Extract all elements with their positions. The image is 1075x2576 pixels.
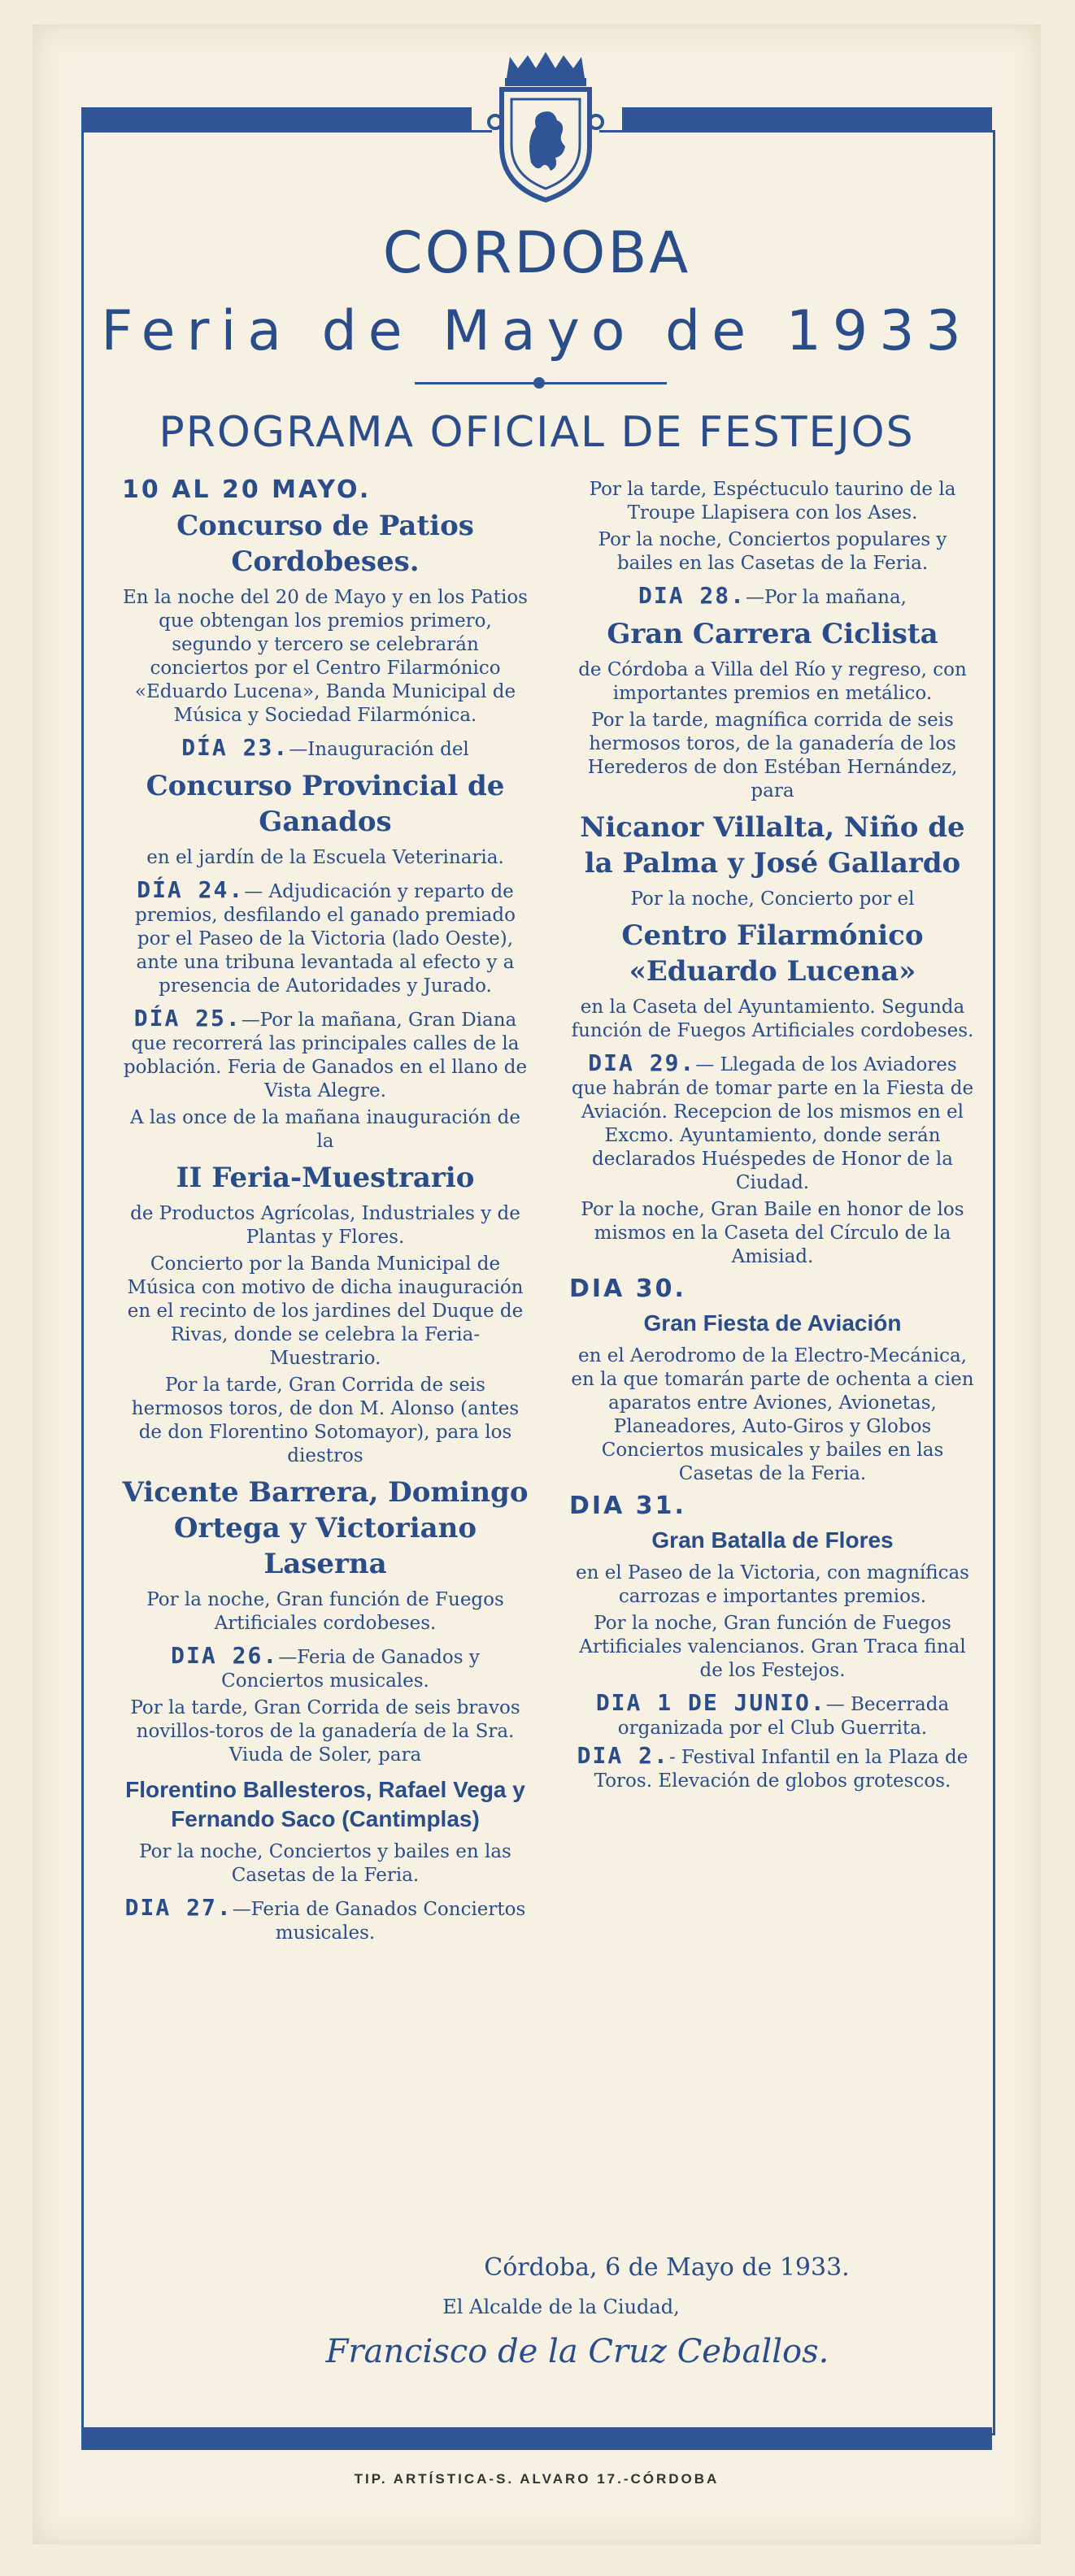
programa-title: PROGRAMA OFICIAL DE FESTEJOS	[159, 408, 915, 457]
mayor-signature: Francisco de la Cruz Ceballos.	[325, 2333, 829, 2370]
day-heading: DIA 26.	[171, 1642, 279, 1669]
top-border-bar-left	[81, 107, 472, 132]
event-text: Por la noche, Conciertos populares y bailes en las Casetas de la Feria.	[598, 529, 947, 574]
event-title: Concurso de Patios Cordobeses.	[176, 510, 474, 578]
event-text: —Inauguración del	[289, 739, 469, 760]
day-heading: DIA 2.	[577, 1742, 669, 1769]
ornamental-rule	[415, 382, 667, 384]
event-text: Por la tarde, Espéctuculo taurino de la Troupe Llapisera con los Ases.	[589, 479, 956, 523]
event-text: Por la noche, Conciertos y bailes en las Casetas de la Feria.	[139, 1841, 511, 1886]
day-entry	[122, 878, 529, 998]
event-text: A las once de la mañana inauguración de la	[130, 1107, 520, 1152]
day-heading: DÍA 25.	[133, 1005, 242, 1032]
right-column	[569, 478, 976, 1801]
day-entry	[569, 1051, 976, 1195]
event-text: En la noche del 20 de Mayo y en los Patios que obtengan los premios primero, segundo y tercero se celebrarán conciertos por el Centro Filarmónico «Eduardo Lucena», Banda Municipal de Música y Sociedad Filarmónica.	[123, 587, 528, 726]
event-text: Concierto por la Banda Municipal de Música con motivo de dicha inauguración en el recinto de los jardines del Duque de Rivas, donde se celebra la Feria-Muestrario.	[127, 1253, 524, 1369]
day-entry	[122, 1006, 529, 1103]
day-heading: DIA 30.	[569, 1275, 686, 1303]
event-text: —Feria de Ganados Conciertos musicales.	[232, 1899, 526, 1944]
event-title: II Feria-Muestrario	[176, 1162, 475, 1194]
event-text: Por la tarde, Gran Corrida de seis bravos novillos-toros de la ganadería de la Sra. Viuda de Soler, para	[130, 1697, 520, 1766]
day-heading: DIA 28.	[638, 582, 746, 609]
event-text: —Por la mañana, Gran Diana que recorrerá las principales calles de la población. Feria de Ganados en el llano de Vista Alegre.	[123, 1010, 528, 1101]
day-entry	[122, 736, 529, 762]
feria-title: Feria de Mayo de 1933	[101, 299, 973, 363]
day-entry	[569, 584, 976, 610]
city-title: CORDOBA	[382, 219, 691, 286]
day-entry	[122, 1644, 529, 1693]
event-text: — Llegada de los Aviadores que habrán de tomar parte en la Fiesta de Aviación. Recepcion de los mismos en el Excmo. Ayuntamiento, donde serán declarados Huéspedes de Honor de la Ciudad.	[571, 1054, 974, 1193]
day-heading: DÍA 24.	[137, 876, 245, 903]
day-heading: DIA 29.	[588, 1049, 696, 1076]
event-title: Centro Filarmónico «Eduardo Lucena»	[621, 919, 924, 988]
event-text: Por la noche, Gran Baile en honor de los mismos en la Caseta del Círculo de la Amisiad.	[581, 1199, 964, 1267]
event-title: Nicanor Villalta, Niño de la Palma y José Gallardo	[580, 811, 965, 880]
event-text: Por la noche, Gran función de Fuegos Artificiales valencianos. Gran Traca final de los Festejos.	[579, 1613, 966, 1681]
printer-imprint: TIP. ARTÍSTICA-S. ALVARO 17.-CÓRDOBA	[354, 2471, 720, 2487]
event-text: — Adjudicación y reparto de premios, desfilando el ganado premiado por el Paseo de la Victoria (lado Oeste), ante una tribuna levantada al efecto y a presencia de Autoridades y Jurado.	[135, 881, 516, 997]
event-title: Florentino Ballesteros, Rafael Vega y Fernando Saco (Cantimplas)	[125, 1777, 525, 1831]
event-title: Gran Batalla de Flores	[651, 1527, 894, 1553]
event-title: Gran Carrera Ciclista	[607, 618, 938, 650]
top-border-bar-right	[622, 107, 992, 132]
event-text: de Córdoba a Villa del Río y regreso, con importantes premios en metálico.	[578, 659, 967, 704]
day-heading: 10 AL 20 MAYO.	[122, 476, 372, 504]
event-text: —Por la mañana,	[746, 587, 907, 608]
event-text: Por la noche, Concierto por el	[630, 888, 915, 910]
event-text: en el Aerodromo de la Electro-Mecánica, en la que tomarán parte de ochenta a cien aparatos entre Aviones, Avionetas, Planeadores, Auto-Giros y Globos Conciertos musicales y bailes en las Casetas de la Feria.	[571, 1345, 974, 1484]
event-title: Concurso Provincial de Ganados	[146, 770, 505, 838]
event-title: Vicente Barrera, Domingo Ortega y Victoriano Laserna	[122, 1476, 529, 1580]
event-text: en el Paseo de la Victoria, con magníficas carrozas e importantes premios.	[576, 1562, 969, 1607]
event-text: Por la noche, Gran función de Fuegos Artificiales cordobeses.	[146, 1589, 504, 1634]
day-heading: DIA 1 DE JUNIO.	[595, 1689, 826, 1716]
event-title: Gran Fiesta de Aviación	[643, 1310, 902, 1336]
event-text: Por la tarde, magnífica corrida de seis hermosos toros, de la ganadería de los Herederos de don Estéban Hernández, para	[587, 710, 958, 801]
event-text: de Productos Agrícolas, Industriales y de Plantas y Flores.	[130, 1203, 520, 1248]
day-entry	[122, 1896, 529, 1945]
day-heading: DIA 31.	[569, 1492, 686, 1520]
event-text: en la Caseta del Ayuntamiento. Segunda función de Fuegos Artificiales cordobeses.	[571, 997, 974, 1041]
event-text: —Feria de Ganados y Conciertos musicales.	[221, 1647, 480, 1692]
left-column	[122, 478, 529, 1953]
coat-of-arms-icon	[485, 49, 606, 203]
event-text: — Becerrada organizada por el Club Guerrita.	[617, 1694, 950, 1739]
mayor-title: El Alcalde de la Ciudad,	[442, 2296, 680, 2318]
bottom-border-bar	[81, 2427, 992, 2450]
event-text: Por la tarde, Gran Corrida de seis hermosos toros, de don M. Alonso (antes de don Florentino Sotomayor), para los diestros	[131, 1375, 520, 1466]
day-heading: DÍA 23.	[181, 734, 289, 761]
day-entry	[569, 1744, 976, 1793]
issue-date: Córdoba, 6 de Mayo de 1933.	[484, 2253, 850, 2282]
event-text: en el jardín de la Escuela Veterinaria.	[146, 847, 504, 868]
day-heading: DIA 27.	[124, 1894, 233, 1921]
event-text: - Festival Infantil en la Plaza de Toros. Elevación de globos grotescos.	[594, 1747, 968, 1792]
day-entry	[569, 1691, 976, 1740]
